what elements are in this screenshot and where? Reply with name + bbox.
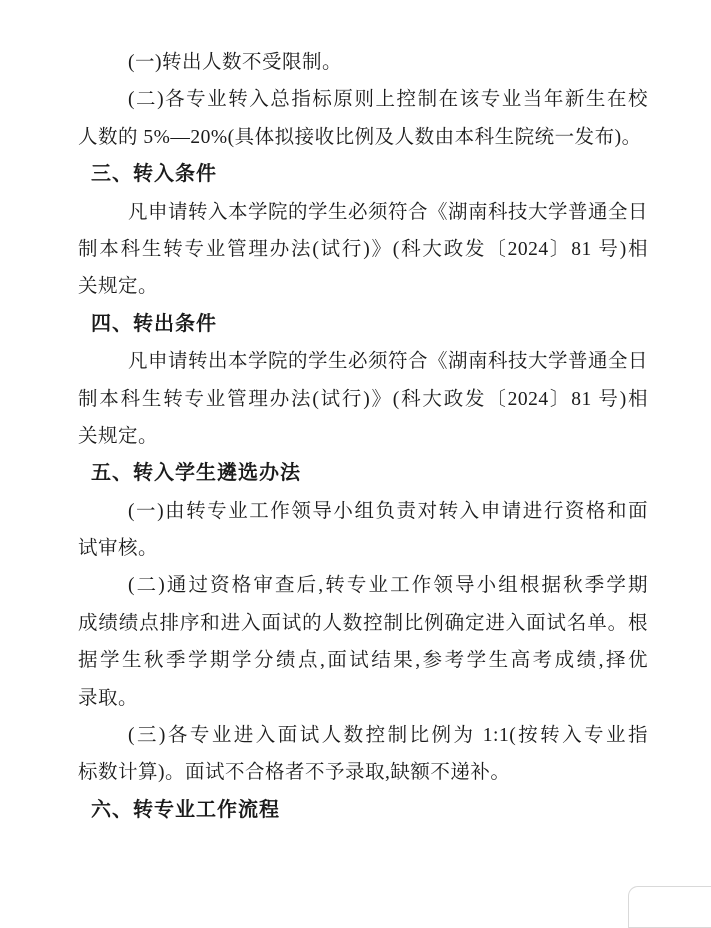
doc-line: 据学生秋季学期学分绩点,面试结果,参考学生高考成绩,择优 [78, 650, 648, 672]
heading-section-4: 四、转出条件 [91, 312, 217, 335]
doc-line: 关规定。 [78, 276, 159, 298]
doc-line: 凡申请转入本学院的学生必须符合《湖南科技大学普通全日 [128, 201, 649, 223]
doc-line: (二)通过资格审查后,转专业工作领导小组根据秋季学期 [128, 575, 648, 597]
doc-line: 成绩绩点排序和进入面试的人数控制比例确定进入面试名单。根 [78, 612, 648, 634]
floating-panel-corner [628, 886, 711, 928]
doc-line: (一)转出人数不受限制。 [128, 52, 342, 73]
heading-section-3: 三、转入条件 [91, 163, 217, 186]
doc-line: 试审核。 [78, 538, 159, 560]
doc-line: 标数计算)。面试不合格者不予录取,缺额不递补。 [78, 762, 511, 784]
doc-line: (二)各专业转入总指标原则上控制在该专业当年新生在校 [128, 89, 648, 111]
doc-line: (一)由转专业工作领导小组负责对转入申请进行资格和面 [128, 500, 648, 522]
heading-section-6: 六、转专业工作流程 [91, 798, 280, 821]
document-text-block [78, 44, 648, 829]
doc-line: 关规定。 [78, 425, 159, 447]
doc-line: (三)各专业进入面试人数控制比例为 1:1(按转入专业指 [128, 725, 648, 747]
heading-section-5: 五、转入学生遴选办法 [91, 462, 301, 485]
doc-line: 凡申请转出本学院的学生必须符合《湖南科技大学普通全日 [128, 351, 649, 373]
doc-line: 录取。 [78, 687, 139, 709]
doc-line: 制本科生转专业管理办法(试行)》(科大政发〔2024〕81 号)相 [78, 238, 648, 260]
doc-line: 人数的 5%—20%(具体拟接收比例及人数由本科生院统一发布)。 [78, 126, 642, 148]
doc-line: 制本科生转专业管理办法(试行)》(科大政发〔2024〕81 号)相 [78, 388, 648, 410]
